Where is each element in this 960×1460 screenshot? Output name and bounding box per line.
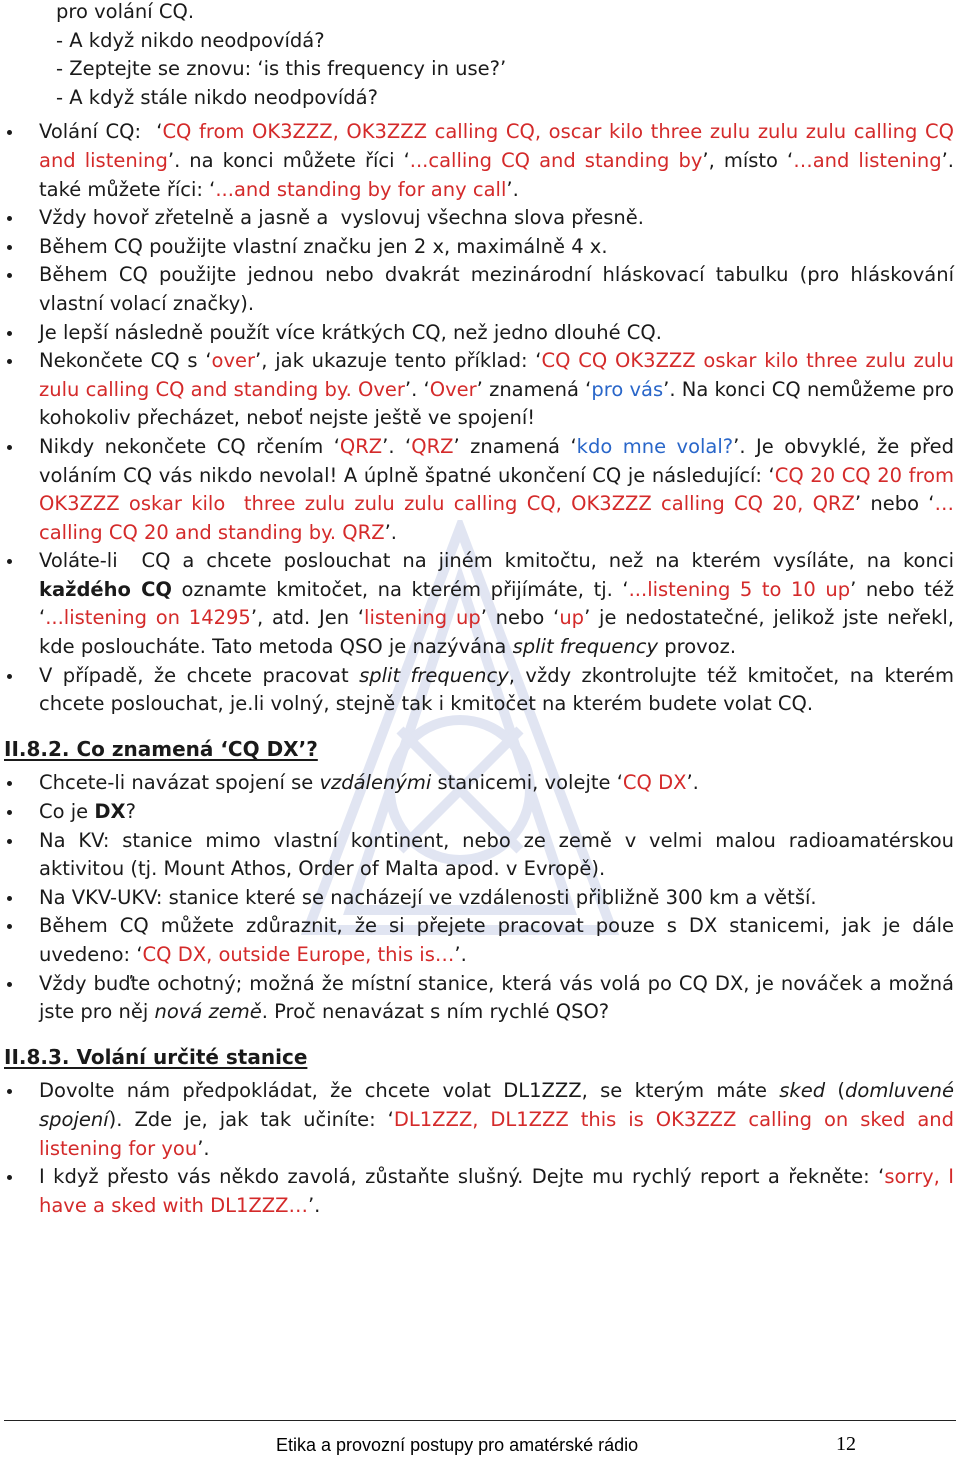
text-segment: domluvené spojení — [39, 1079, 960, 1131]
list-item — [0, 433, 960, 547]
text-segment: Během CQ použijte vlastní značku jen 2 x, maximálně 4 x. — [39, 234, 608, 258]
text-segment: oznamte kmitočet, na kterém přijímáte, tj. ‘ — [171, 577, 629, 601]
text-segment: CQ DX — [622, 771, 687, 795]
list-item — [0, 204, 960, 233]
text-segment: ...and standing by for any call — [215, 177, 507, 201]
list-item — [0, 1163, 960, 1220]
text-segment: ’ nebo ‘ — [480, 606, 560, 630]
text-segment: ...listening on 14295 — [45, 606, 251, 630]
text-segment: Chcete-li navázat spojení se — [39, 771, 320, 795]
text-line: - Zeptejte se znovu: ‘is this frequency in use?’ — [56, 57, 507, 81]
text-segment: ’, atd. Jen ‘ — [250, 606, 365, 630]
text-segment: Během CQ použijte jednou nebo dvakrát mezinárodní hláskovací tabulku (pro hláskování vlastní volací značky). — [39, 263, 960, 315]
text-segment: ’. — [384, 520, 397, 544]
text-segment: každého CQ — [39, 577, 172, 601]
list-item — [0, 884, 960, 913]
text-line: pro volání CQ. — [56, 0, 195, 23]
list-item — [0, 118, 960, 204]
text-segment: QRZ — [411, 434, 454, 458]
footer-title: Etika a provozní postupy pro amatérské rádio — [276, 1435, 639, 1455]
text-segment: ’. — [686, 771, 699, 795]
list-item — [0, 319, 960, 348]
text-segment: ’. — [454, 943, 467, 966]
text-segment: over — [211, 349, 256, 373]
text-line: - A když nikdo neodpovídá? — [56, 28, 325, 52]
text-segment: ’. — [307, 1193, 321, 1217]
page-footer — [4, 1420, 956, 1458]
text-segment: ’, jak ukazuje tento příklad: ‘ — [255, 349, 542, 373]
text-segment: ( — [825, 1079, 846, 1103]
text-segment: Over — [429, 377, 477, 401]
text-segment: Je lepší následně použít více krátkých CQ, než jedno dlouhé CQ. — [39, 320, 662, 344]
text-segment: CQ from OK3ZZZ, OK3ZZZ calling CQ, oscar kilo three zulu zulu zulu calling CQ and listening — [39, 120, 960, 172]
text-segment: up — [559, 606, 585, 630]
text-segment: ’. Je obvyklé, že před voláním CQ vás nikdo nevolal! A úplně špatné ukončení CQ je následující: ‘ — [39, 434, 960, 487]
section-heading-cq-dx: II.8.2. Co znamená ‘CQ DX’? — [4, 736, 318, 761]
text-segment: ’ nebo též ‘ — [39, 577, 960, 630]
text-segment: split frequency — [359, 663, 509, 687]
text-segment: ’. — [197, 1136, 210, 1160]
list-item — [0, 347, 960, 433]
list-item — [0, 261, 960, 318]
bullet-list-calling-station — [0, 1077, 960, 1220]
text-segment: ’. na konci můžete říci ‘ — [167, 148, 410, 172]
list-item — [0, 912, 960, 969]
text-segment: V případě, že chcete pracovat — [39, 663, 360, 687]
text-segment: Vždy hovoř zřetelně a jasně a vyslovuj všechna slova přesně. — [39, 206, 644, 230]
list-item — [0, 662, 960, 719]
text-segment: Nekončete CQ s ‘ — [39, 349, 212, 373]
text-segment: Co je — [39, 800, 95, 824]
text-segment: vzdálenými — [319, 771, 432, 795]
text-segment: split frequency — [512, 635, 659, 659]
text-segment: DL1ZZZ, DL1ZZZ this is OK3ZZZ calling on sked and listening for you — [39, 1107, 960, 1160]
text-segment: ). Zde je, jak tak učiníte: ‘ — [108, 1107, 394, 1131]
text-segment: provoz. — [658, 635, 737, 659]
text-segment: ’ je nedostatečné, jelikož jste neřekl, kde posloucháte. Tato metoda QSO je nazývána — [39, 606, 960, 659]
text-segment: Během CQ můžete zdůraznit, že si přejete pracovat pouze s DX stanicemi, jak je dále uvedeno: ‘ — [39, 914, 960, 966]
bullet-list-cq-dx — [0, 769, 960, 1026]
text-segment: ’. také můžete říci: ‘ — [39, 148, 960, 201]
text-segment: pro vás — [591, 377, 664, 401]
text-segment: …calling CQ 20 and standing by. QRZ — [39, 492, 954, 544]
text-segment: Nikdy nekončete CQ rčením ‘ — [39, 434, 340, 458]
text-segment: nová země — [154, 1000, 262, 1024]
text-segment: CQ CQ OK3ZZZ oskar kilo three zulu zulu zulu calling CQ and standing by. Over — [39, 349, 960, 401]
text-segment: ’, místo ‘ — [702, 148, 794, 172]
text-segment: Na KV: stanice mimo vlastní kontinent, nebo ze země v velmi malou radioamatérskou aktivitou (tj. Mount Athos, Order of Malta apod. v Evropě). — [39, 828, 960, 881]
text-segment: ’ nebo ‘ — [854, 492, 935, 516]
text-segment: ...calling CQ and standing by — [409, 148, 703, 172]
text-segment: ’. ‘ — [404, 377, 430, 401]
list-item — [0, 1077, 960, 1163]
text-segment: ’ znamená ‘ — [453, 434, 577, 458]
section-heading-calling-station: II.8.3. Volání určité stanice — [4, 1044, 308, 1069]
text-segment: CQ DX, outside Europe, this is… — [142, 943, 455, 966]
text-segment: QRZ — [339, 434, 383, 458]
text-segment: kdo mne volal? — [576, 434, 734, 458]
text-segment: ’. ‘ — [382, 434, 412, 458]
text-segment: Volání CQ: ‘ — [39, 120, 163, 144]
text-segment: Na VKV-UKV: stanice které se nacházejí ve vzdálenosti přibližně 300 km a větší. — [39, 885, 817, 909]
list-item — [0, 233, 960, 262]
text-segment: ’. — [506, 177, 519, 201]
text-segment: Vždy buďte ochotný; možná že místní stanice, která vás volá po CQ DX, je nováček a možná jste pro něj — [39, 971, 960, 1024]
text-segment: ...listening 5 to 10 up — [628, 577, 851, 601]
list-item — [0, 769, 960, 798]
text-segment: ? — [125, 800, 136, 824]
text-segment: Dovolte nám předpokládat, že chcete volat DL1ZZZ, se kterým máte — [39, 1079, 780, 1103]
text-segment: CQ 20 CQ 20 from OK3ZZZ oskar kilo three zulu zulu zulu calling CQ, OK3ZZZ calling CQ 20, QRZ — [39, 463, 960, 516]
text-segment: listening up — [364, 606, 481, 630]
text-segment: ’. Na konci CQ nemůžeme pro kohokoliv přecházet, neboť nejste ještě ve spojení! — [39, 377, 960, 430]
list-item — [0, 547, 960, 661]
text-segment: Voláte-li CQ a chcete poslouchat na jiném kmitočtu, než na kterém vysíláte, na konci — [39, 549, 960, 573]
text-segment: ’ znamená ‘ — [476, 377, 592, 401]
text-segment: DX — [94, 800, 126, 824]
text-segment: …and listening — [793, 148, 942, 172]
text-segment: , vždy zkontrolujte též kmitočet, na kterém chcete poslouchat, je.li volný, stejně tak i kmitočet na kterém budete volat CQ. — [39, 663, 960, 716]
text-line: - A když stále nikdo neodpovídá? — [56, 85, 378, 109]
text-segment: . Proč nenavázat s ním rychlé QSO? — [261, 1000, 610, 1024]
list-item — [0, 798, 960, 827]
text-segment: stanicemi, volejte ‘ — [431, 771, 623, 795]
text-segment: sked — [779, 1079, 826, 1103]
text-segment: sorry, I have a sked with DL1ZZZ… — [39, 1165, 960, 1217]
text-segment: I když přesto vás někdo zavolá, zůstaňte slušný. Dejte mu rychlý report a řekněte: ‘ — [39, 1165, 885, 1189]
page-number: 12 — [836, 1433, 856, 1455]
list-item — [0, 970, 960, 1027]
bullet-list-cq-calling — [0, 118, 960, 718]
list-item — [0, 827, 960, 884]
